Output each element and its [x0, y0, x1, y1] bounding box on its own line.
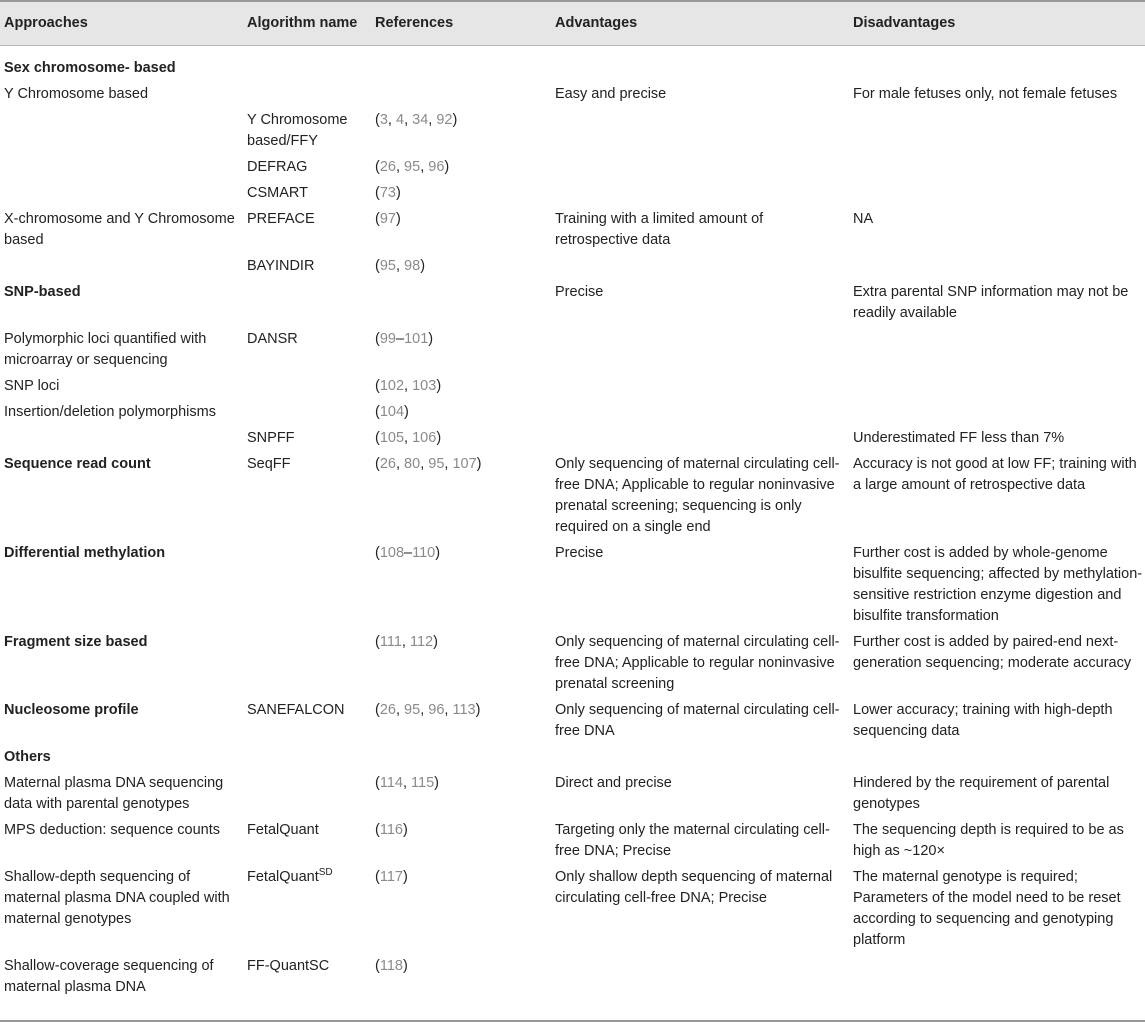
cell-references: (117): [375, 869, 408, 885]
cell-disadvantages: NA: [853, 211, 874, 227]
reference-link[interactable]: 26: [379, 702, 396, 718]
table-row: [0, 46, 1145, 83]
cell-disadvantages: For male fetuses only, not female fetuses: [853, 86, 1118, 102]
cell-disadvantages: Hindered by the requirement of parental genotypes: [853, 775, 1110, 812]
cell-algorithm: [243, 745, 371, 771]
cell-algorithm: [243, 954, 371, 1021]
cell-approach: Maternal plasma DNA sequencing data with parental genotypes: [4, 775, 224, 812]
table-row: [0, 771, 1145, 818]
reference-link[interactable]: 117: [379, 869, 403, 885]
reference-link[interactable]: 113: [452, 702, 476, 718]
header-approaches: Approaches: [0, 1, 243, 46]
cell-disadvantages: Underestimated FF less than 7%: [853, 430, 1065, 446]
cell-algorithm: [243, 541, 371, 630]
reference-link[interactable]: 73: [379, 185, 396, 201]
table-row: [0, 954, 1145, 1021]
cell-algorithm: [243, 82, 371, 108]
cell-approach: [0, 155, 243, 181]
cell-approach: Insertion/deletion polymorphisms: [4, 404, 216, 420]
cell-algorithm: [243, 207, 371, 254]
algorithm-name: CSMART: [247, 185, 308, 201]
cell-algorithm: [243, 452, 371, 541]
reference-link[interactable]: 95: [379, 258, 396, 274]
cell-references: (95, 98): [375, 258, 426, 274]
cell-disadvantages: Extra parental SNP information may not be readily available: [853, 284, 1129, 321]
table-row: [0, 452, 1145, 541]
cell-advantages: Easy and precise: [555, 86, 667, 102]
cell-approach: Sequence read count: [4, 456, 151, 472]
reference-link[interactable]: 103: [412, 378, 437, 394]
header-disadvantages: Disadvantages: [849, 1, 1145, 46]
cell-advantages: [551, 374, 849, 400]
table-row: [0, 327, 1145, 374]
reference-link[interactable]: 97: [379, 211, 396, 227]
cell-disadvantages: Accuracy is not good at low FF; training with a large amount of retrospective data: [853, 456, 1137, 493]
cell-references: (26, 80, 95, 107): [375, 456, 482, 472]
header-references: References: [371, 1, 551, 46]
algorithm-name: DANSR: [247, 331, 298, 347]
cell-advantages: [551, 745, 849, 771]
cell-disadvantages: [849, 374, 1145, 400]
header-algorithm-name: Algorithm name: [243, 1, 371, 46]
cell-references: (111, 112): [375, 634, 438, 650]
table-row: [0, 541, 1145, 630]
reference-link[interactable]: 96: [428, 159, 445, 175]
reference-link[interactable]: 80: [404, 456, 421, 472]
cell-advantages: Precise: [555, 284, 604, 300]
cell-references: [371, 745, 551, 771]
cell-references: (3, 4, 34, 92): [375, 112, 458, 128]
reference-link[interactable]: 34: [412, 112, 429, 128]
reference-link[interactable]: 116: [379, 822, 403, 838]
cell-advantages: [551, 254, 849, 280]
reference-link[interactable]: 92: [436, 112, 453, 128]
cell-approach: SNP loci: [4, 378, 60, 394]
algorithm-name: FetalQuant: [247, 822, 319, 838]
reference-link[interactable]: 99: [379, 331, 396, 347]
cell-advantages: Only sequencing of maternal circulating cell-free DNA: [555, 702, 840, 739]
cell-approach: [0, 254, 243, 280]
table-row: [0, 82, 1145, 108]
cell-disadvantages: [849, 181, 1145, 207]
header-row: [0, 1, 1145, 46]
algorithm-name: SANEFALCON: [247, 702, 345, 718]
cell-references: (105, 106): [375, 430, 442, 446]
cell-advantages: [551, 400, 849, 426]
table-row: [0, 207, 1145, 254]
table-row: [0, 698, 1145, 745]
table-body: [0, 46, 1145, 1022]
cell-disadvantages: Further cost is added by whole-genome bisulfite sequencing; affected by methylation-sensitive restriction enzyme digestion and bisulfite transformation: [853, 545, 1143, 624]
cell-advantages: [551, 327, 849, 374]
table-row: [0, 108, 1145, 155]
table-row: [0, 254, 1145, 280]
reference-link[interactable]: 95: [428, 456, 445, 472]
cell-references: (26, 95, 96, 113): [375, 702, 481, 718]
cell-algorithm: [243, 155, 371, 181]
cell-disadvantages: Further cost is added by paired-end next-generation sequencing; moderate accuracy: [853, 634, 1132, 671]
cell-advantages: [551, 46, 849, 83]
cell-advantages: Precise: [555, 545, 604, 561]
cell-references: [371, 46, 551, 83]
cell-approach: Sex chromosome- based: [4, 60, 176, 76]
table-row: [0, 374, 1145, 400]
cell-disadvantages: [849, 254, 1145, 280]
algorithm-name: Y Chromosome based/FFY: [247, 112, 348, 149]
cell-advantages: [551, 181, 849, 207]
table-row: [0, 155, 1145, 181]
cell-algorithm: [243, 865, 371, 954]
cell-algorithm: [243, 181, 371, 207]
cell-advantages: [551, 426, 849, 452]
table-row: [0, 400, 1145, 426]
cell-algorithm: [243, 254, 371, 280]
algorithm-name: FetalQuant: [247, 869, 319, 885]
cell-references: (102, 103): [375, 378, 442, 394]
reference-link[interactable]: 112: [409, 634, 434, 650]
table-row: [0, 745, 1145, 771]
cell-approach: Shallow-coverage sequencing of maternal plasma DNA: [0, 954, 243, 1021]
cell-advantages: Only sequencing of maternal circulating cell-free DNA; Applicable to regular noninvasive prenatal screening: [555, 634, 840, 692]
cell-disadvantages: The sequencing depth is required to be as high as ~120×: [853, 822, 1124, 859]
cell-approach: Y Chromosome based: [4, 86, 149, 102]
cell-references: (73): [375, 185, 401, 201]
cell-algorithm: [243, 280, 371, 327]
cell-advantages: Only sequencing of maternal circulating cell-free DNA; Applicable to regular noninvasive prenatal screening; sequencing is only required on a single end: [555, 456, 840, 535]
cell-approach: Others: [4, 749, 51, 765]
cell-approach: [0, 108, 243, 155]
cell-advantages: [551, 954, 849, 1021]
algorithm-name: FF-QuantSC: [247, 958, 330, 974]
algorithm-name: SeqFF: [247, 456, 291, 472]
cell-approach: [0, 426, 243, 452]
reference-link[interactable]: 114: [379, 775, 403, 791]
cell-algorithm: [243, 426, 371, 452]
cell-advantages: Direct and precise: [555, 775, 672, 791]
table-row: [0, 630, 1145, 698]
table-row: [0, 426, 1145, 452]
algorithm-name: PREFACE: [247, 211, 315, 227]
table-row: [0, 818, 1145, 865]
cell-algorithm: [243, 374, 371, 400]
cell-algorithm: [243, 327, 371, 374]
cell-disadvantages: Lower accuracy; training with high-depth sequencing data: [853, 702, 1113, 739]
cell-advantages: [551, 155, 849, 181]
cell-disadvantages: [849, 954, 1145, 1021]
cell-disadvantages: [849, 155, 1145, 181]
reference-link[interactable]: 115: [411, 775, 435, 791]
cell-advantages: Only shallow depth sequencing of maternal circulating cell-free DNA; Precise: [555, 869, 833, 906]
cell-algorithm: [243, 46, 371, 83]
cell-disadvantages: [849, 108, 1145, 155]
cell-advantages: [551, 108, 849, 155]
cell-references: (118): [371, 954, 551, 1021]
cell-references: (104): [375, 404, 409, 420]
cell-approach: [0, 181, 243, 207]
table-row: [0, 280, 1145, 327]
cell-algorithm: [243, 771, 371, 818]
algorithm-name: BAYINDIR: [247, 258, 315, 274]
cell-approach: Fragment size based: [4, 634, 148, 650]
reference-link[interactable]: 95: [404, 159, 421, 175]
reference-link[interactable]: 108: [379, 545, 405, 561]
cell-algorithm: [243, 400, 371, 426]
cell-algorithm: [243, 108, 371, 155]
cell-approach: Shallow-depth sequencing of maternal plasma DNA coupled with maternal genotypes: [4, 869, 230, 927]
cell-advantages: Targeting only the maternal circulating cell-free DNA; Precise: [555, 822, 830, 859]
cell-references: [371, 82, 551, 108]
reference-link[interactable]: 110: [412, 545, 436, 561]
cell-references: (108–110): [375, 545, 441, 561]
cell-references: (26, 95, 96): [375, 159, 450, 175]
cell-algorithm: [243, 818, 371, 865]
reference-link[interactable]: 4: [395, 112, 405, 128]
reference-link[interactable]: 104: [379, 404, 405, 420]
algorithm-superscript: SD: [318, 867, 333, 879]
cell-approach: Nucleosome profile: [4, 702, 139, 718]
algorithm-name: SNPFF: [247, 430, 295, 446]
cell-references: (99–101): [375, 331, 434, 347]
header-advantages: Advantages: [551, 1, 849, 46]
table-row: [0, 181, 1145, 207]
algorithm-name: DEFRAG: [247, 159, 308, 175]
cell-approach: Polymorphic loci quantified with microarray or sequencing: [4, 331, 207, 368]
cell-approach: MPS deduction: sequence counts: [4, 822, 221, 838]
reference-link[interactable]: 111: [379, 634, 402, 650]
cell-references: [371, 280, 551, 327]
cell-algorithm: [243, 698, 371, 745]
cell-disadvantages: The maternal genotype is required; Parameters of the model need to be reset according to sequencing and genotyping platform: [853, 869, 1121, 948]
reference-link[interactable]: 26: [379, 456, 396, 472]
cell-references: (116): [375, 822, 408, 838]
cell-algorithm: [243, 630, 371, 698]
reference-link[interactable]: 101: [404, 331, 429, 347]
table-row: [0, 865, 1145, 954]
cell-disadvantages: [849, 46, 1145, 83]
cell-advantages: Training with a limited amount of retrospective data: [555, 211, 764, 248]
reference-link[interactable]: 3: [379, 112, 388, 128]
cell-disadvantages: [849, 327, 1145, 374]
reference-link[interactable]: 105: [379, 430, 405, 446]
reference-link[interactable]: 98: [404, 258, 421, 274]
cell-approach: X-chromosome and Y Chromosome based: [4, 211, 235, 248]
cell-disadvantages: [849, 745, 1145, 771]
reference-link[interactable]: 95: [404, 702, 421, 718]
reference-link[interactable]: 106: [412, 430, 437, 446]
cell-disadvantages: [849, 400, 1145, 426]
reference-link[interactable]: 96: [428, 702, 445, 718]
cell-approach: Differential methylation: [4, 545, 166, 561]
reference-link[interactable]: 107: [452, 456, 477, 472]
cell-references: (97): [375, 211, 401, 227]
reference-link[interactable]: 118: [379, 958, 403, 974]
reference-link[interactable]: 102: [379, 378, 405, 394]
cell-approach: SNP-based: [4, 284, 81, 300]
reference-link[interactable]: 26: [379, 159, 396, 175]
cell-references: (114, 115): [375, 775, 439, 791]
